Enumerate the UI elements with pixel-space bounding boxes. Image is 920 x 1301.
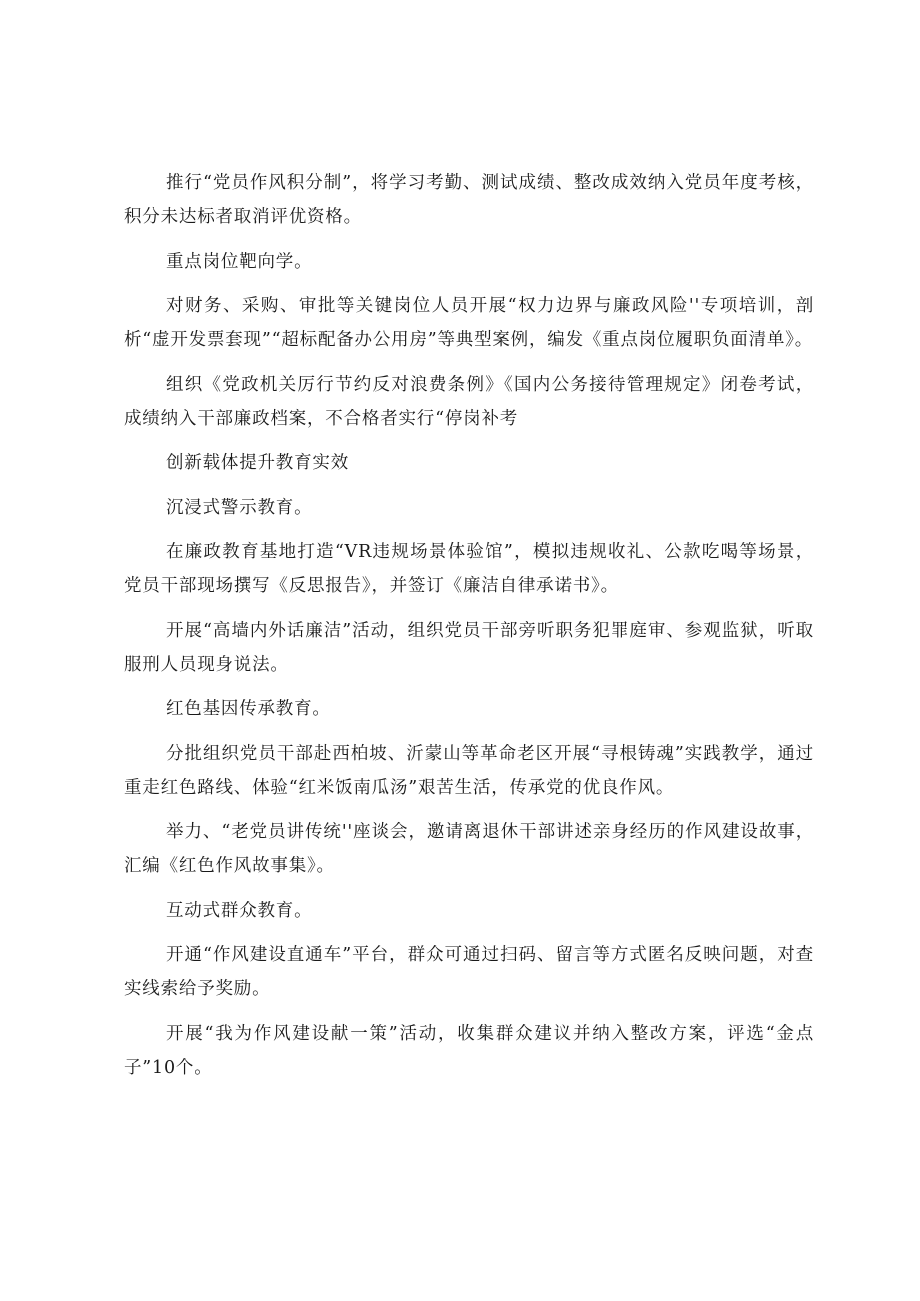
paragraph-points-system: 推行“党员作风积分制”，将学习考勤、测试成绩、整改成效纳入党员年度考核，积分未达标者取消评优资格。 <box>124 173 814 227</box>
document-body <box>124 166 814 1095</box>
paragraph-revolutionary-areas: 分批组织党员干部赴西柏坡、沂蒙山等革命老区开展“寻根铸魂”实践教学，通过重走红色路线、体验“红米饭南瓜汤”艰苦生活，传承党的优良作风。 <box>124 743 814 798</box>
paragraph-heading-immersive: 沉浸式警示教育。 <box>166 497 313 518</box>
paragraph-suggestion-campaign: 开展“我为作风建设献一策”活动，收集群众建议并纳入整改方案，评选“金点子”10个。 <box>124 1023 814 1078</box>
paragraph-heading-interactive: 互动式群众教育。 <box>166 900 313 921</box>
paragraph-heading-key-posts: 重点岗位靶向学。 <box>166 251 313 272</box>
paragraph-veteran-forum: 举力、“老党员讲传统''座谈会，邀请离退休干部讲述亲身经历的作风建设故事，汇编《红色作风故事集》。 <box>124 822 814 876</box>
paragraph-heading-red-gene: 红色基因传承教育。 <box>166 699 331 719</box>
paragraph-vr-experience: 在廉政教育基地打造“VR违规场景体验馆”，模拟违规收礼、公款吃喝等场景，党员干部现场撰写《反思报告》，并签订《廉洁自律承诺书》。 <box>124 542 814 596</box>
paragraph-direct-train: 开通“作风建设直通车”平台，群众可通过扫码、留言等方式匿名反映问题，对查实线索给予奖励。 <box>124 945 814 999</box>
paragraph-closed-book-exam: 组织《党政机关厉行节约反对浪费条例》《国内公务接待管理规定》闭卷考试，成绩纳入干部廉政档案，不合格者实行“停岗补考 <box>124 374 814 429</box>
paragraph-key-posts-training: 对财务、采购、审批等关键岗位人员开展“权力边界与廉政风险''专项培训，剖析“虚开发票套现”“超标配备办公用房”等典型案例，编发《重点岗位履职负面清单》。 <box>124 296 814 350</box>
paragraph-heading-innovation: 创新载体提升教育实效 <box>166 453 349 473</box>
paragraph-prison-visit: 开展“高墙内外话廉洁”活动，组织党员干部旁听职务犯罪庭审、参观监狱，听取服刑人员现身说法。 <box>124 620 814 675</box>
